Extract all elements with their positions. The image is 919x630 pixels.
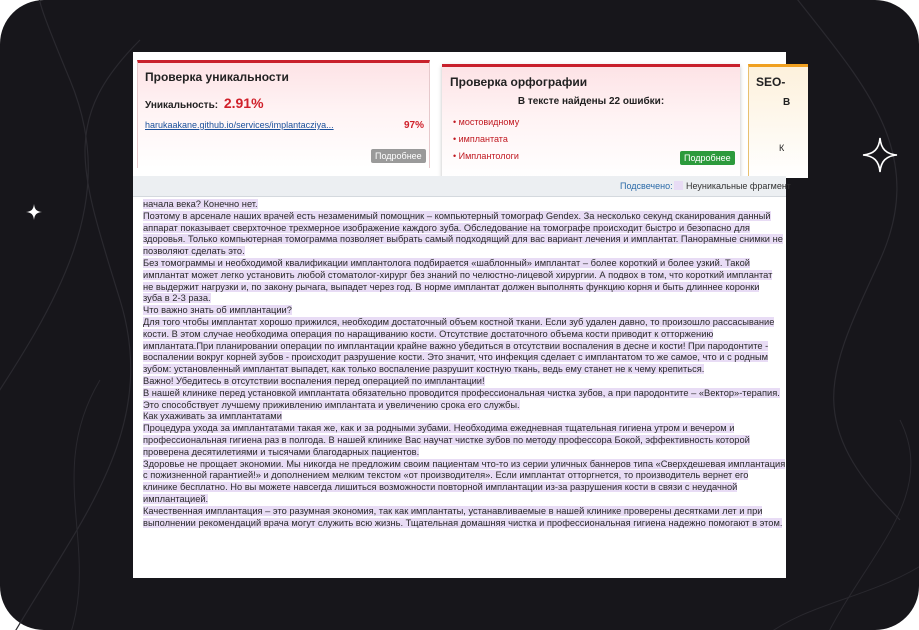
highlighted-fragment: Здоровье не прощает экономии. Мы никогда не предложим своим пациентам что-то из серии уличных баннеров типа «Сверхдешевая имплантация bbox=[143, 458, 786, 469]
text-line bbox=[143, 293, 783, 305]
highlighted-fragment: кости. В этом случае необходима операция по наращиванию кости. Отсутствие достаточного объема кости приводит к отторжению bbox=[143, 328, 714, 339]
spelling-card bbox=[442, 64, 740, 178]
highlighted-fragment: с пожизненной гарантией!» и дополнением мелким текстом «от производителя». Если имплантат отторгнется, то производитель вернет его bbox=[143, 470, 749, 481]
legend-bar bbox=[133, 176, 791, 197]
checked-text-area bbox=[143, 199, 786, 579]
text-line bbox=[143, 211, 783, 223]
uniqueness-value: 2.91% bbox=[223, 95, 264, 111]
highlighted-fragment: зубом: установленный имплантат выпадет, как только воспаление разрушит костную ткань, ведь ему станет не к чему крепиться. bbox=[143, 364, 705, 375]
spelling-error-item[interactable]: • Имплантологи bbox=[453, 151, 519, 161]
text-line bbox=[143, 494, 783, 506]
highlighted-fragment: Важно! Убедитесь в отсутствии воспаления перед операцией по имплантации! bbox=[143, 375, 485, 386]
highlighted-fragment: Как ухаживать за имплантатами bbox=[143, 411, 282, 422]
text-line bbox=[143, 376, 783, 388]
sparkle-icon-small bbox=[25, 203, 43, 221]
spelling-summary: В тексте найдены 22 ошибки: bbox=[517, 96, 665, 107]
highlighted-fragment: начала века? Конечно нет. bbox=[143, 199, 258, 209]
text-line bbox=[143, 329, 783, 341]
highlighted-fragment: выполнении рекомендаций врача могут служить всю жизнь. Тщательная домашняя чистка и профессиональная гигиена надежно помогают в этом. bbox=[143, 517, 783, 528]
seo-card bbox=[748, 64, 808, 178]
highlighted-fragment: здоровья. Только компьютерная томограмма позволяет выбрать самый подходящий для вас вариант лечения и имплантат. Панорамные снимки не bbox=[143, 234, 783, 245]
highlighted-label: Подсвечено: bbox=[620, 181, 673, 191]
highlighted-fragment: воспалении вокруг корней зубов - происходит разрушение кости. Это значит, что инфекция сделает с имплантатом то же самое, что и с родным bbox=[143, 352, 769, 363]
legend-label: Неуникальные фрагмент bbox=[686, 181, 791, 191]
spelling-title: Проверка орфографии bbox=[450, 75, 588, 89]
text-line bbox=[143, 282, 783, 294]
highlighted-fragment: Поэтому в арсенале наших врачей есть незаменимый помощник – компьютерный томограф Gendex. За несколько секунд сканирования данный bbox=[143, 210, 771, 221]
spelling-more-button[interactable]: Подробнее bbox=[680, 151, 735, 165]
text-line bbox=[143, 400, 783, 412]
seo-line-1: В bbox=[783, 97, 791, 108]
spelling-error-item[interactable]: • имплантата bbox=[453, 134, 508, 144]
text-line bbox=[143, 458, 786, 471]
uniqueness-label: Уникальность: bbox=[145, 100, 219, 111]
highlighted-fragment: зуба в 2-3 раза. bbox=[143, 293, 211, 304]
highlighted-fragment: Без томограммы и необходимой квалификации имплантолога подбирается «шаблонный» имплантат – более короткий и более узкий. Такой bbox=[143, 257, 750, 268]
screenshot-panel bbox=[133, 52, 791, 578]
seo-title: SEO- bbox=[756, 75, 786, 89]
highlighted-fragment: имплантацией. bbox=[143, 493, 209, 504]
highlighted-fragment: Это способствует лучшему приживлению имплантата и увеличению срока его службы. bbox=[143, 399, 520, 410]
highlighted-fragment: Процедура ухода за имплантатами такая же, как и за родными зубами. Необходима ежедневная тщательная гигиена утром и вечером и bbox=[143, 423, 735, 434]
sparkle-icon-large bbox=[862, 137, 898, 173]
text-line bbox=[143, 388, 783, 400]
text-line bbox=[143, 246, 783, 258]
text-line bbox=[143, 470, 783, 482]
text-line bbox=[143, 435, 783, 447]
seo-line-2: К bbox=[779, 143, 785, 153]
highlighted-fragment: профессиональная гигиена раз в полгода. В нашей клинике Вас научат чистке зубов по методу профессора Бокой, эффективность которой bbox=[143, 434, 750, 445]
text-line bbox=[143, 506, 783, 518]
highlighted-fragment: Для того чтобы имплантат хорошо прижился, необходим достаточный объем костной ткани. Если зуб удален давно, то произошло рассасывание bbox=[143, 316, 775, 327]
text-line bbox=[143, 482, 783, 494]
text-line bbox=[143, 234, 783, 246]
source-link[interactable]: harukaakane.github.io/services/implantacziya... bbox=[145, 120, 334, 130]
highlighted-fragment: Что важно знать об имплантации? bbox=[143, 305, 292, 316]
spelling-error-item[interactable]: • мостовидному bbox=[453, 117, 520, 127]
highlighted-fragment: имплантат может легко установить любой стоматолог-хирург без знаний по челюстно-лицевой хирургии. А подвох в том, что короткий имплантат bbox=[143, 269, 773, 280]
highlighted-fragment: позволяют сделать это. bbox=[143, 246, 245, 257]
highlighted-fragment: аппарат показывает сверхточное трехмерное изображение каждого зуба. Обследование на томографе происходит быстро и безопасно для bbox=[143, 222, 750, 233]
text-line bbox=[143, 352, 783, 364]
text-line bbox=[143, 364, 783, 376]
highlighted-fragment: клинике бесплатно. Но вы можете навсегда лишиться возможности повторной имплантации из-за разрушения кости в связи с неудачной bbox=[143, 482, 738, 493]
legend-swatch bbox=[674, 181, 683, 190]
match-percent: 97% bbox=[404, 120, 425, 131]
text-line bbox=[143, 423, 783, 435]
highlighted-fragment: имплантата.При планировании операции по имплантации крайне важно убедиться в отсутствии воспаления в десне и кости! При пародонтите - bbox=[143, 340, 769, 351]
text-line bbox=[143, 341, 783, 353]
text-line bbox=[143, 317, 783, 329]
text-line bbox=[143, 223, 783, 235]
highlighted-fragment: В нашей клинике перед установкой имплантата обязательно проводится профессиональная чистка зубов, а при пародонтите – «Вектор»-терапия. bbox=[143, 387, 780, 398]
text-line bbox=[143, 199, 783, 211]
text-line bbox=[143, 270, 783, 282]
uniqueness-title: Проверка уникальности bbox=[145, 70, 289, 84]
text-line bbox=[143, 518, 783, 530]
text-line bbox=[143, 305, 783, 317]
highlighted-fragment: не выдержит нагрузки и, по закону рычага, выпадет через год. В норме имплантат должен выполнять функцию корня и быть длиннее коронки bbox=[143, 281, 760, 292]
uniqueness-card bbox=[137, 60, 430, 168]
uniqueness-more-button[interactable]: Подробнее bbox=[371, 149, 426, 163]
text-line bbox=[143, 411, 783, 423]
highlighted-fragment: Качественная имплантация – это разумная экономия, так как имплантаты, устанавливаемые в нашей клинике проверены десятками лет и при bbox=[143, 505, 763, 516]
highlighted-fragment: проверена десятилетиями и тысячами благодарных пациентов. bbox=[143, 446, 420, 457]
text-line bbox=[143, 258, 783, 270]
text-line bbox=[143, 447, 783, 459]
